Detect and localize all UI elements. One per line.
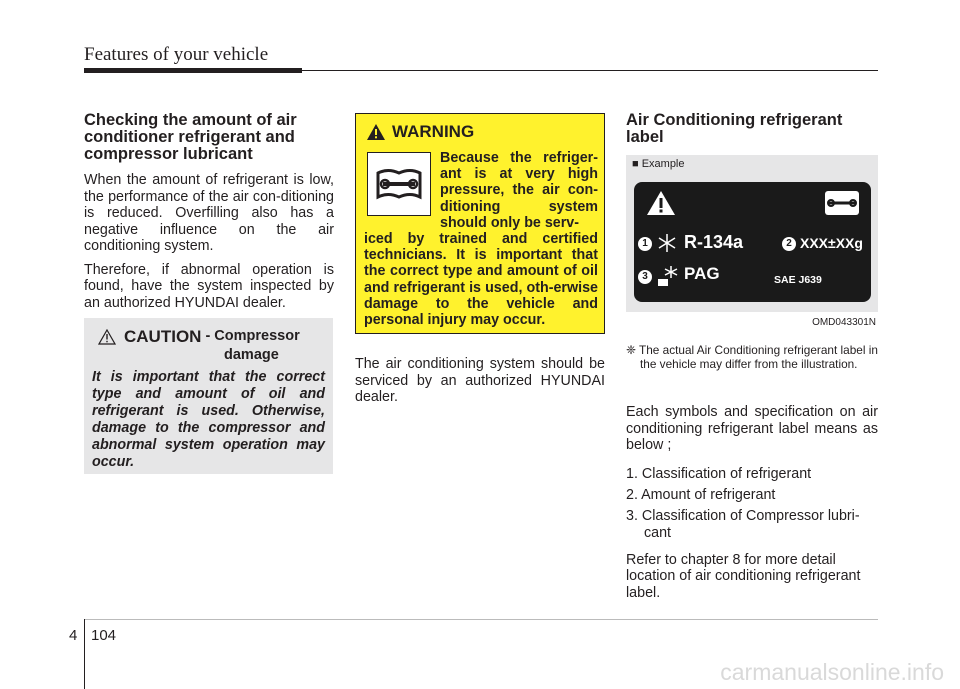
caution-subtitle: - Compressor bbox=[205, 328, 300, 344]
caution-header bbox=[98, 327, 325, 347]
watermark-link[interactable]: carmanualsonline.info bbox=[720, 659, 944, 685]
list-item: 1. Classification of refrigerant bbox=[626, 465, 812, 482]
chapter-number: 4 bbox=[69, 627, 78, 644]
paragraph-inspection: Therefore, if abnormal operation is found, have the system inspected by an authorized HYUNDAI dealer. bbox=[84, 261, 334, 311]
label-manual-icon bbox=[824, 190, 860, 216]
marker-2: 2 bbox=[782, 237, 796, 251]
warning-box bbox=[355, 113, 605, 334]
list-item: 2. Amount of refrigerant bbox=[626, 486, 776, 503]
middle-column-text bbox=[355, 356, 605, 413]
service-manual-wrench-icon bbox=[367, 152, 431, 216]
label-standard-text: SAE J639 bbox=[774, 274, 822, 286]
ac-refrigerant-label-illustration bbox=[634, 182, 871, 302]
warning-header bbox=[366, 122, 596, 142]
section-heading-ac-label: Air Conditioning refrigerant label bbox=[626, 111, 843, 146]
left-column bbox=[84, 112, 334, 318]
page-number: 104 bbox=[91, 627, 117, 644]
symbols-list bbox=[626, 466, 878, 542]
footer-divider bbox=[84, 619, 85, 689]
warning-word: WARNING bbox=[392, 122, 475, 141]
label-refrigerant-text: R-134a bbox=[684, 232, 744, 252]
label-warning-triangle-icon bbox=[646, 190, 676, 216]
oil-can-icon bbox=[656, 265, 680, 287]
section-heading-refrigerant-check: Checking the amount of air conditioner refrigerant and compressor lubricant bbox=[84, 111, 297, 163]
marker-3: 3 bbox=[638, 270, 652, 284]
right-column-body bbox=[626, 404, 878, 608]
footer-rule bbox=[84, 619, 878, 620]
paragraph-closing: Refer to chapter 8 for more detail location of air conditioning refrigerant label. bbox=[626, 551, 861, 601]
caution-triangle-icon bbox=[98, 329, 116, 345]
example-figure bbox=[626, 155, 878, 328]
list-item: 3. Classification of Compressor lubri-cant bbox=[626, 507, 860, 541]
figure-code: OMD043301N bbox=[812, 317, 876, 328]
caution-subtitle-line2: damage bbox=[224, 347, 279, 363]
caution-box bbox=[84, 318, 333, 474]
marker-1: 1 bbox=[638, 237, 652, 251]
caution-word: CAUTION bbox=[124, 327, 202, 346]
example-caption: ■ Example bbox=[632, 158, 685, 170]
warning-text-bottom: iced by trained and certified technicians. It is important that the correct type and amount of oil and refrigerant is used, oth-erwise damage to the vehicle and personal injury may occur. bbox=[364, 231, 598, 329]
paragraph-symbols-intro: Each symbols and specification on air conditioning refrigerant label means as below ; bbox=[626, 404, 878, 453]
header-bar bbox=[84, 68, 302, 73]
snowflake-icon bbox=[656, 232, 678, 254]
paragraph-service-dealer: The air conditioning system should be serviced by an authorized HYUNDAI dealer. bbox=[355, 356, 605, 405]
warning-triangle-icon bbox=[366, 123, 386, 141]
label-oil-text: PAG bbox=[684, 264, 720, 283]
paragraph-refrigerant-low: When the amount of refrigerant is low, the performance of the air con-ditioning is reduced. Overfilling also has a negative influence on the air conditioning system. bbox=[84, 172, 334, 254]
label-amount-text: XXX±XXg bbox=[800, 235, 863, 251]
caution-text: It is important that the correct type and amount of oil and refrigerant is used. Otherwise, damage to the compressor and abnormal system operation may occur. bbox=[92, 369, 325, 470]
page-header-title: Features of your vehicle bbox=[84, 44, 269, 65]
warning-text-top: Because the refriger-ant is at very high pressure, the air con-ditioning system should only be serv- bbox=[440, 150, 598, 231]
right-column bbox=[626, 112, 876, 155]
header-rule bbox=[302, 70, 878, 71]
label-note: ❈ The actual Air Conditioning refrigerant label in the vehicle may differ from the illustration. bbox=[626, 343, 878, 371]
